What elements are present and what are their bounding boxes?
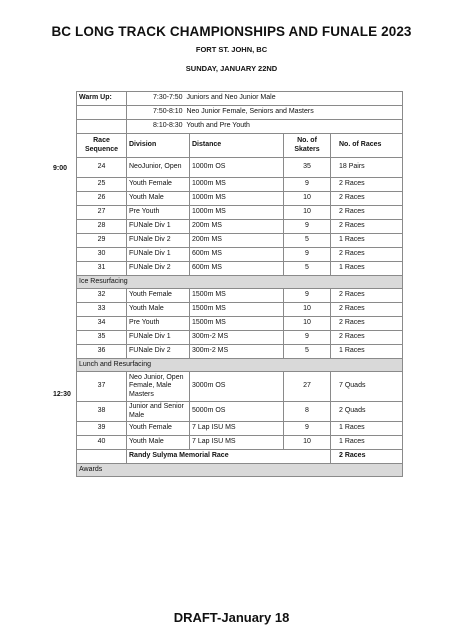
race-sequence: 30 xyxy=(77,248,127,262)
skaters-count: 9 xyxy=(284,178,331,192)
skaters-count: 10 xyxy=(284,192,331,206)
race-sequence: 28 xyxy=(77,220,127,234)
races-count: 2 Races xyxy=(331,178,403,192)
race-sequence: 29 xyxy=(77,234,127,248)
race-sequence: 35 xyxy=(77,331,127,345)
skaters-count: 5 xyxy=(284,262,331,276)
races-count: 2 Races xyxy=(331,317,403,331)
race-row xyxy=(77,372,403,402)
division: Youth Female xyxy=(127,289,190,303)
races-count: 1 Races xyxy=(331,345,403,359)
race-row xyxy=(77,289,403,303)
distance: 7 Lap ISU MS xyxy=(190,436,284,450)
races-count: 1 Races xyxy=(331,262,403,276)
warmup-label: Warm Up: xyxy=(77,92,127,106)
race-row xyxy=(77,206,403,220)
draft-footer: DRAFT-January 18 xyxy=(173,610,290,625)
distance: 1500m MS xyxy=(190,317,284,331)
races-count: 2 Races xyxy=(331,220,403,234)
race-row xyxy=(77,436,403,450)
race-sequence: 39 xyxy=(77,422,127,436)
col-skaters: No. of Skaters xyxy=(284,134,331,158)
distance: 1000m OS xyxy=(190,158,284,178)
division: Youth Male xyxy=(127,436,190,450)
division: Junior and Senior Male xyxy=(127,402,190,422)
race-sequence: 25 xyxy=(77,178,127,192)
break-row xyxy=(77,359,403,372)
distance: 7 Lap ISU MS xyxy=(190,422,284,436)
warmup-item: 7:30-7:50 Juniors and Neo Junior Male xyxy=(127,92,403,106)
race-row xyxy=(77,317,403,331)
page-title: BC LONG TRACK CHAMPIONSHIPS AND FUNALE 2023 xyxy=(51,24,412,39)
race-sequence: 24 xyxy=(77,158,127,178)
skaters-count: 9 xyxy=(284,422,331,436)
races-count: 2 Quads xyxy=(331,402,403,422)
distance: 1000m MS xyxy=(190,178,284,192)
distance: 200m MS xyxy=(190,234,284,248)
races-count: 1 Races xyxy=(331,436,403,450)
races-count: 7 Quads xyxy=(331,372,403,402)
race-row xyxy=(77,422,403,436)
distance: 300m-2 MS xyxy=(190,331,284,345)
warmup-row xyxy=(77,106,403,120)
awards-label: Awards xyxy=(77,464,403,477)
race-row xyxy=(77,345,403,359)
race-row xyxy=(77,248,403,262)
race-sequence: 32 xyxy=(77,289,127,303)
distance: 1000m MS xyxy=(190,192,284,206)
start-time-label: 9:00 xyxy=(53,165,68,172)
division: FUNale Div 2 xyxy=(127,345,190,359)
division: NeoJunior, Open xyxy=(127,158,190,178)
distance: 3000m OS xyxy=(190,372,284,402)
race-sequence: 38 xyxy=(77,402,127,422)
distance: 1000m MS xyxy=(190,206,284,220)
memorial-label: Randy Sulyma Memorial Race xyxy=(127,450,331,464)
skaters-count: 9 xyxy=(284,248,331,262)
schedule-table xyxy=(76,91,403,477)
race-row xyxy=(77,220,403,234)
col-races: No. of Races xyxy=(331,134,403,158)
skaters-count: 10 xyxy=(284,436,331,450)
distance: 5000m OS xyxy=(190,402,284,422)
division: Youth Female xyxy=(127,422,190,436)
race-sequence: 27 xyxy=(77,206,127,220)
memorial-row xyxy=(77,450,403,464)
distance: 1500m MS xyxy=(190,289,284,303)
date-subtitle: SUNDAY, JANUARY 22ND xyxy=(185,64,278,73)
warmup-item: 8:10-8:30 Youth and Pre Youth xyxy=(127,120,403,134)
distance: 1500m MS xyxy=(190,303,284,317)
race-sequence: 36 xyxy=(77,345,127,359)
race-sequence: 31 xyxy=(77,262,127,276)
race-sequence: 34 xyxy=(77,317,127,331)
division: Pre Youth xyxy=(127,317,190,331)
races-count: 2 Races xyxy=(331,248,403,262)
race-row xyxy=(77,331,403,345)
race-row xyxy=(77,262,403,276)
skaters-count: 35 xyxy=(284,158,331,178)
race-sequence: 33 xyxy=(77,303,127,317)
skaters-count: 10 xyxy=(284,303,331,317)
race-row xyxy=(77,178,403,192)
skaters-count: 27 xyxy=(284,372,331,402)
distance: 200m MS xyxy=(190,220,284,234)
races-count: 2 Races xyxy=(331,192,403,206)
distance: 600m MS xyxy=(190,248,284,262)
division: Youth Female xyxy=(127,178,190,192)
skaters-count: 8 xyxy=(284,402,331,422)
race-sequence: 37 xyxy=(77,372,127,402)
division: FUNale Div 1 xyxy=(127,248,190,262)
lunch-label: Lunch and Resurfacing xyxy=(77,359,403,372)
location-subtitle: FORT ST. JOHN, BC xyxy=(195,45,268,54)
skaters-count: 10 xyxy=(284,317,331,331)
skaters-count: 9 xyxy=(284,331,331,345)
col-division: Division xyxy=(127,134,190,158)
races-count: 1 Races xyxy=(331,234,403,248)
warmup-item: 7:50-8:10 Neo Junior Female, Seniors and Masters xyxy=(127,106,403,120)
races-count: 1 Races xyxy=(331,422,403,436)
races-count: 2 Races xyxy=(331,206,403,220)
distance: 300m-2 MS xyxy=(190,345,284,359)
skaters-count: 5 xyxy=(284,234,331,248)
race-row xyxy=(77,192,403,206)
warmup-row xyxy=(77,120,403,134)
division: Neo Junior, Open Female, Male Masters xyxy=(127,372,190,402)
skaters-count: 9 xyxy=(284,220,331,234)
division: Youth Male xyxy=(127,192,190,206)
warmup-row xyxy=(77,92,403,106)
division: FUNale Div 2 xyxy=(127,234,190,248)
race-row xyxy=(77,234,403,248)
awards-row xyxy=(77,464,403,477)
ice-resurfacing-label: Ice Resurfacing xyxy=(77,276,403,289)
col-race-sequence: Race Sequence xyxy=(77,134,127,158)
skaters-count: 9 xyxy=(284,289,331,303)
afternoon-time-label: 12:30 xyxy=(53,391,71,398)
distance: 600m MS xyxy=(190,262,284,276)
column-header-row xyxy=(77,134,403,158)
skaters-count: 10 xyxy=(284,206,331,220)
race-sequence: 40 xyxy=(77,436,127,450)
memorial-races: 2 Races xyxy=(331,450,403,464)
division: Youth Male xyxy=(127,303,190,317)
race-row xyxy=(77,402,403,422)
division: Pre Youth xyxy=(127,206,190,220)
race-row xyxy=(77,303,403,317)
col-distance: Distance xyxy=(190,134,284,158)
races-count: 2 Races xyxy=(331,303,403,317)
division: FUNale Div 1 xyxy=(127,220,190,234)
division: FUNale Div 2 xyxy=(127,262,190,276)
race-sequence: 26 xyxy=(77,192,127,206)
race-row xyxy=(77,158,403,178)
skaters-count: 5 xyxy=(284,345,331,359)
races-count: 18 Pairs xyxy=(331,158,403,178)
break-row xyxy=(77,276,403,289)
races-count: 2 Races xyxy=(331,331,403,345)
races-count: 2 Races xyxy=(331,289,403,303)
division: FUNale Div 1 xyxy=(127,331,190,345)
